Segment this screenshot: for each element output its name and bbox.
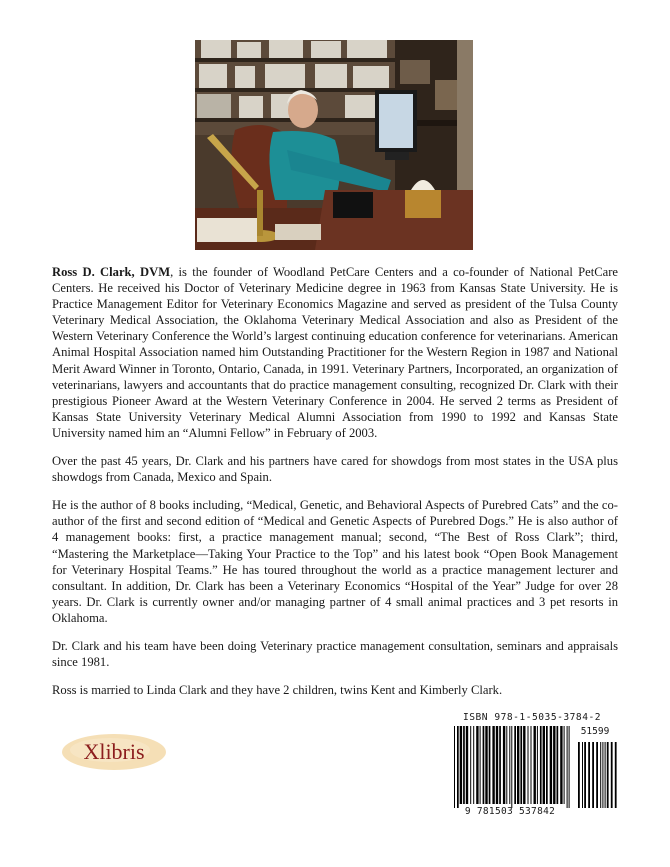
publisher-logo-text: Xlibris xyxy=(83,739,145,764)
bio-paragraph-2: Over the past 45 years, Dr. Clark and his partners have cared for showdogs from most states in the USA plus showdogs from Canada, Mexico and Spain. xyxy=(52,454,618,485)
author-biography xyxy=(52,264,618,710)
bio-paragraph-1-text: , is the founder of Woodland PetCare Centers and a co-founder of National PetCare Centers. He received his Doctor of Veterinary Medicine degree in 1963 from Kansas State University. He is Practice Management Editor for Veterinary Economics Magazine and served as president of the Tulsa County Veterinary Medical Association, the Oklahoma Veterinary Medical Association and also as President of the Western Veterinary Conference the World’s largest continuing education conference for veterinarians. American Animal Hospital Association named him Outstanding Practitioner for the Western Region in 1987 and National Merit Award Winner in Toronto, Ontario, Canada, in 1991. Veterinary Partners, Incorporated, an organization of veterinarians, lawyers and accountants that do practice management consulting, recognized Dr. Clark with their prestigious Pioneer Award at the Western Veterinary Conference in 2004. He served 2 terms as President of Kansas State University Veterinary Medical Alumni Association from 1990 to 1992 and Kansas State University named him an “Alumni Fellow” in February of 2003. xyxy=(52,265,618,440)
barcode-bars xyxy=(452,726,618,813)
author-photo xyxy=(195,40,473,250)
ean-digits: 9 781503 537842 xyxy=(464,806,556,817)
author-name: Ross D. Clark, DVM xyxy=(52,265,171,279)
price-addon-digits: 51599 xyxy=(580,726,610,737)
bio-paragraph-5: Ross is married to Linda Clark and they have 2 children, twins Kent and Kimberly Clark. xyxy=(52,683,503,698)
bio-paragraph-3: He is the author of 8 books including, “Medical, Genetic, and Behavioral Aspects of Purebred Cats” and the co-author of the first and second edition of “Medical and Genetic Aspects of Purebred Dogs.” He is also author of 4 management books: first, a practice management manual; second, “The Best of Ross Clark”; third, “Mastering the Marketplace—Taking Your Practice to the Top” and his latest book “Open Book Management for Veterinary Hospital Teams.” He has toured throughout the world as a practice management lecturer and consultant. In addition, Dr. Clark has been a Veterinary Economics “Hospital of the Year” Judge for over 28 years. Dr. Clark is currently owner and/or managing partner of 4 small animal practices and 3 pet resorts in Oklahoma. xyxy=(52,498,618,625)
bio-paragraph-1 xyxy=(52,264,618,441)
bio-paragraph-4: Dr. Clark and his team have been doing Veterinary practice management consultation, seminars and appraisals since 1981. xyxy=(52,638,618,670)
isbn-number: ISBN 978-1-5035-3784-2 xyxy=(462,712,602,723)
publisher-logo xyxy=(60,728,168,774)
isbn-barcode xyxy=(446,712,618,820)
